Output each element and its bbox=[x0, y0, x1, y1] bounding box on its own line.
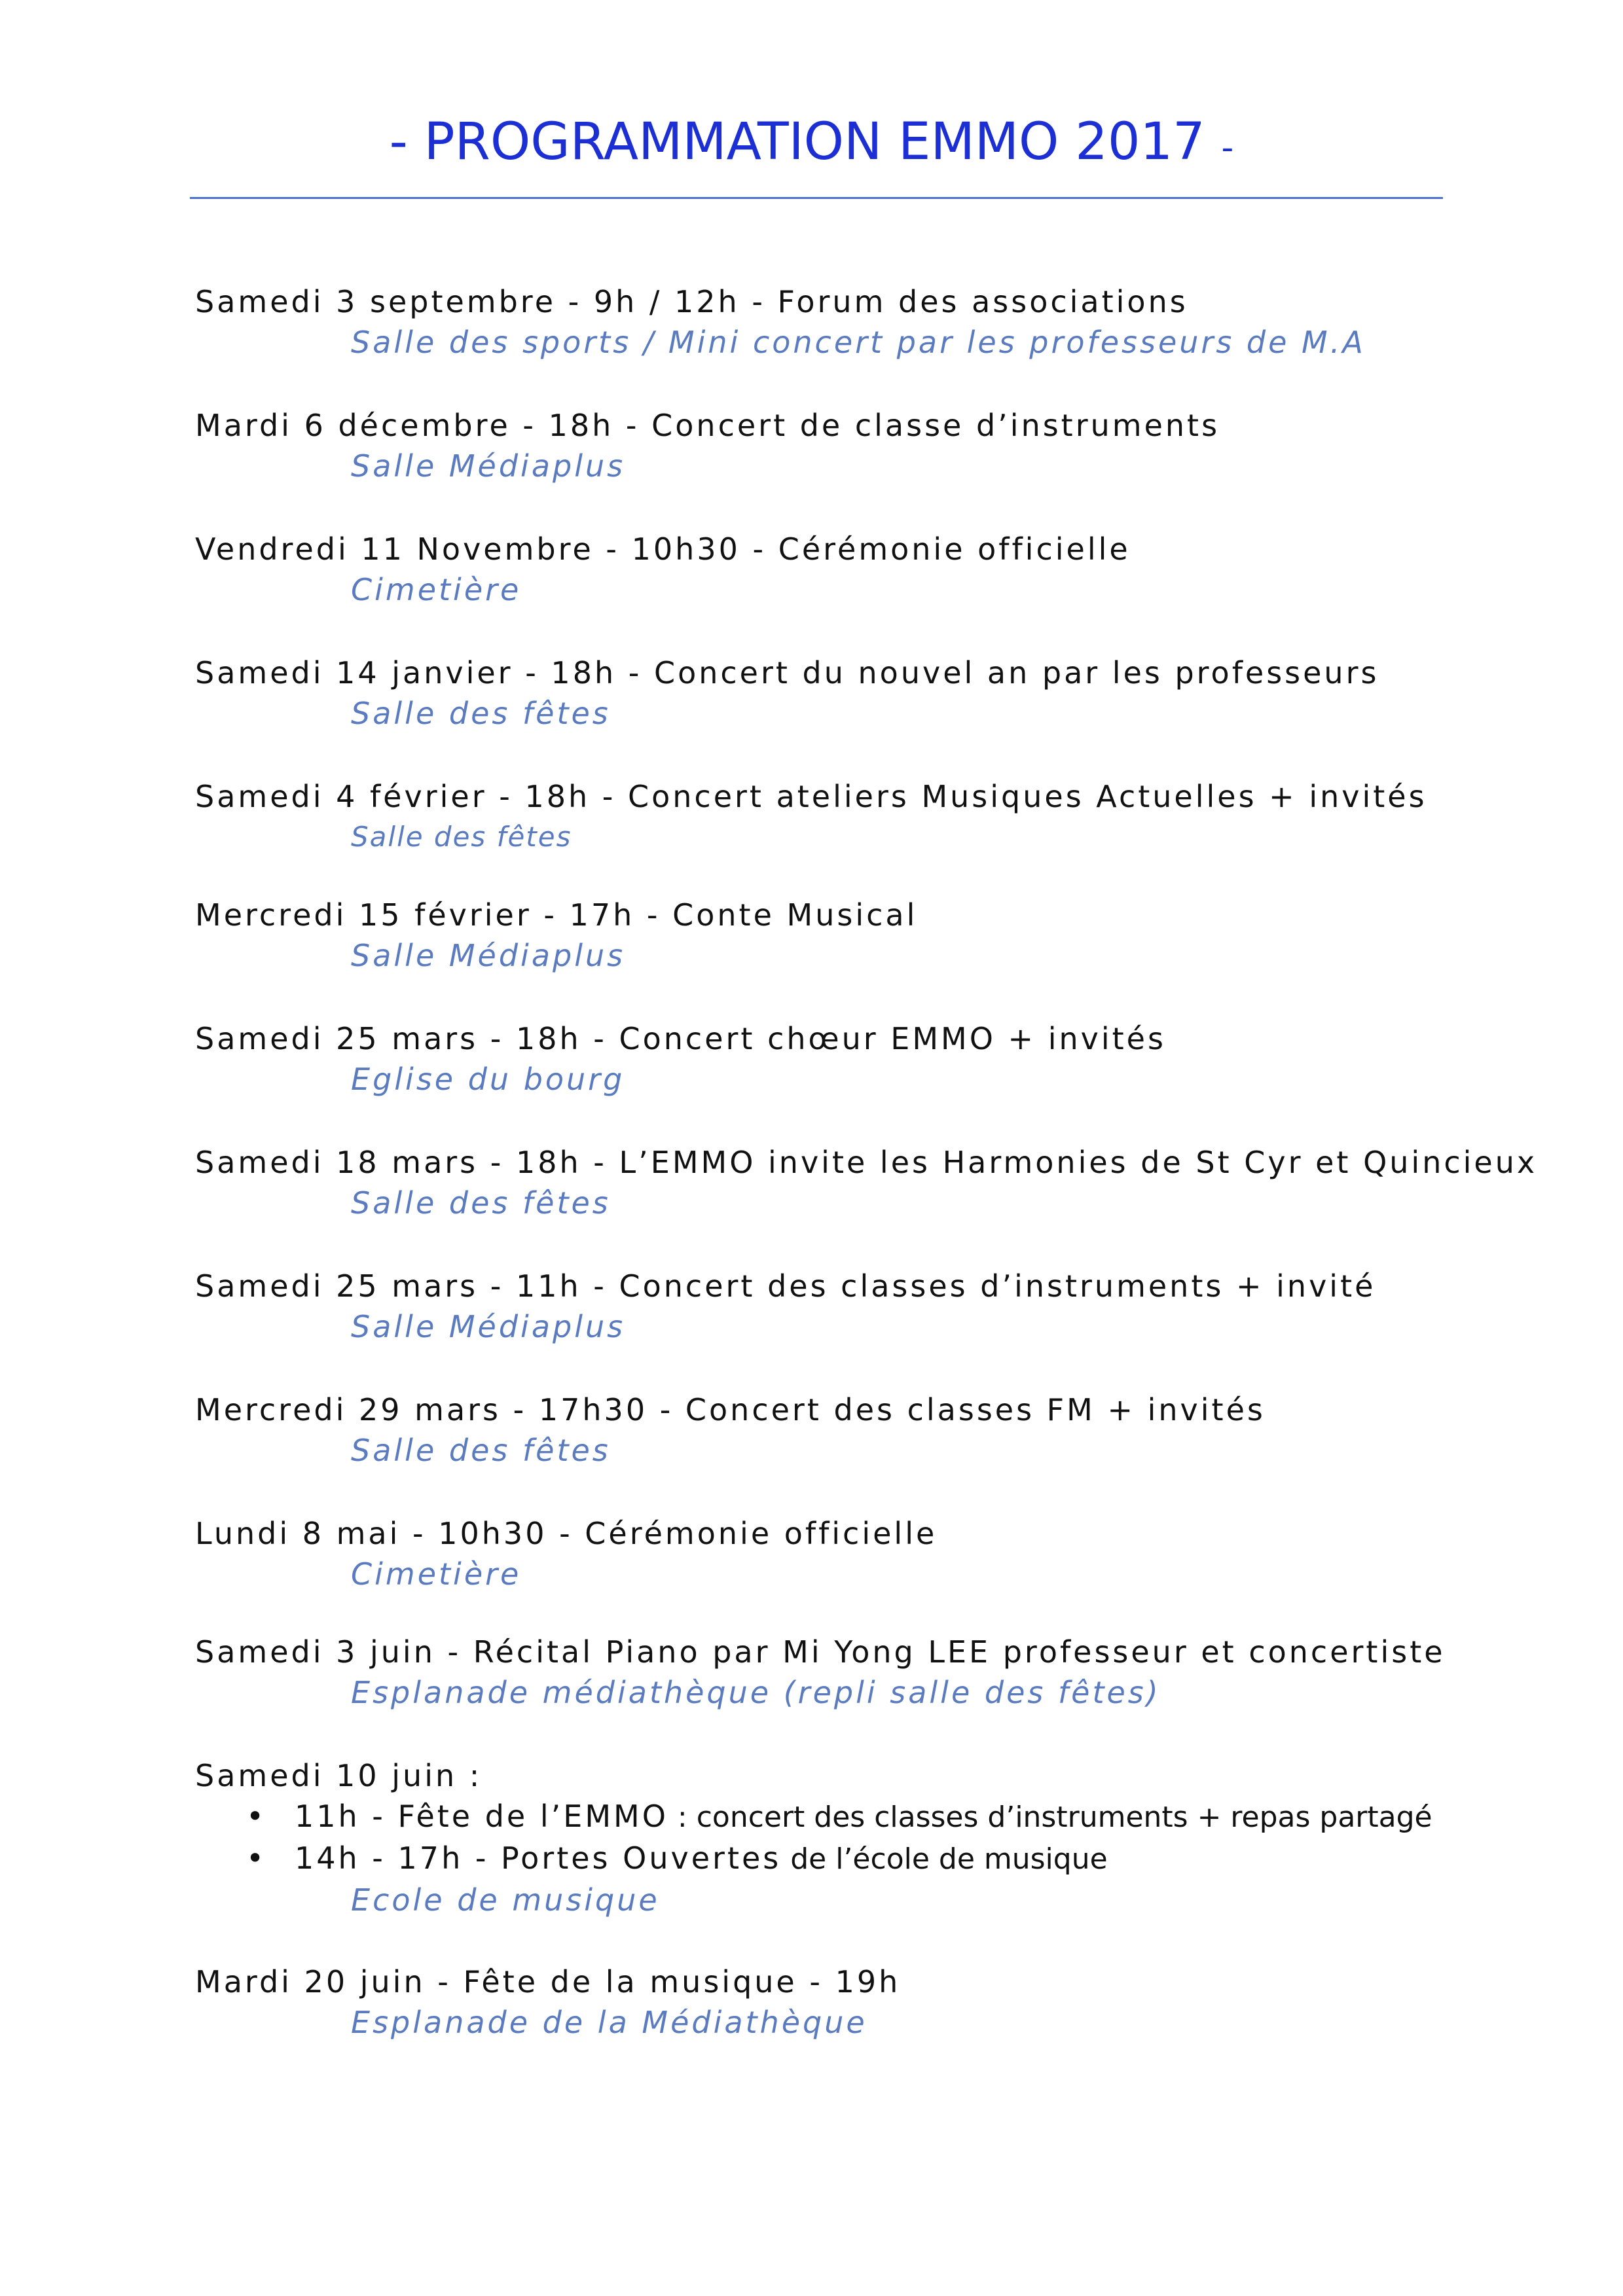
bullet-icon: • bbox=[246, 1799, 264, 1834]
event-fete-emmo bbox=[195, 1755, 1472, 1962]
event-ceremonie-mai bbox=[195, 1513, 1472, 1632]
event-title: Mercredi 29 mars - 17h30 - Concert des classes FM + invités bbox=[195, 1392, 1266, 1427]
event-venue: Cimetière bbox=[351, 572, 522, 607]
event-bullet-list bbox=[195, 1796, 1472, 1880]
event-title: Samedi 25 mars - 11h - Concert des classes d’instruments + invité bbox=[195, 1268, 1376, 1304]
title-dash-right: - bbox=[1221, 128, 1234, 168]
event-venue: Esplanade de la Médiathèque bbox=[351, 2005, 867, 2040]
bullet-icon: • bbox=[246, 1840, 264, 1876]
bullet-heading: 11h - Fête de l’EMMO bbox=[295, 1799, 668, 1834]
event-venue: Salle des fêtes bbox=[351, 1433, 611, 1468]
event-venue: Salle des sports / Mini concert par les professeurs de M.A bbox=[351, 325, 1366, 360]
event-fete-musique bbox=[195, 1962, 1472, 2085]
event-title: Samedi 25 mars - 18h - Concert chœur EMMO + invités bbox=[195, 1021, 1166, 1056]
event-ceremonie-novembre bbox=[195, 529, 1472, 653]
event-title: Samedi 10 juin : bbox=[195, 1758, 483, 1793]
event-title: Samedi 14 janvier - 18h - Concert du nouvel an par les professeurs bbox=[195, 655, 1379, 691]
event-title: Lundi 8 mai - 10h30 - Cérémonie officielle bbox=[195, 1516, 938, 1551]
event-venue: Salle des fêtes bbox=[351, 1185, 611, 1221]
event-venue: Esplanade médiathèque (repli salle des fêtes) bbox=[351, 1675, 1161, 1710]
bullet-detail: de l’école de musique bbox=[781, 1842, 1108, 1876]
event-nouvel-an bbox=[195, 653, 1472, 776]
list-item bbox=[195, 1838, 1472, 1880]
event-title: Samedi 3 juin - Récital Piano par Mi Yong LEE professeur et concertiste bbox=[195, 1634, 1446, 1670]
page-title bbox=[0, 113, 1623, 171]
event-venue: Salle des fêtes bbox=[351, 821, 572, 853]
event-title: Mardi 20 juin - Fête de la musique - 19h bbox=[195, 1964, 901, 2000]
event-venue: Salle Médiaplus bbox=[351, 1309, 626, 1344]
event-title: Mardi 6 décembre - 18h - Concert de classe d’instruments bbox=[195, 408, 1220, 443]
event-musiques-actuelles bbox=[195, 776, 1472, 895]
bullet-heading: 14h - 17h - Portes Ouvertes bbox=[295, 1840, 782, 1876]
bullet-detail: : concert des classes d’instruments + repas partagé bbox=[668, 1801, 1432, 1834]
event-venue: Salle Médiaplus bbox=[351, 938, 626, 973]
event-title: Samedi 3 septembre - 9h / 12h - Forum des associations bbox=[195, 284, 1188, 319]
event-recital-piano bbox=[195, 1632, 1472, 1755]
event-choeur bbox=[195, 1018, 1472, 1142]
event-classes-fm bbox=[195, 1390, 1472, 1513]
event-concert-decembre bbox=[195, 405, 1472, 529]
event-title: Samedi 4 février - 18h - Concert ateliers Musiques Actuelles + invités bbox=[195, 779, 1427, 814]
event-harmonies bbox=[195, 1142, 1538, 1266]
event-forum bbox=[195, 281, 1472, 405]
event-venue: Ecole de musique bbox=[351, 1882, 660, 1918]
title-text: PROGRAMMATION EMMO 2017 bbox=[424, 113, 1205, 171]
event-conte-musical bbox=[195, 895, 1472, 1018]
list-item bbox=[195, 1796, 1472, 1838]
event-venue: Eglise du bourg bbox=[351, 1062, 625, 1097]
event-venue: Salle Médiaplus bbox=[351, 448, 626, 484]
event-classes-instruments bbox=[195, 1266, 1472, 1390]
title-underline bbox=[190, 197, 1443, 199]
event-venue: Cimetière bbox=[351, 1556, 522, 1592]
event-venue: Salle des fêtes bbox=[351, 696, 611, 731]
event-title: Samedi 18 mars - 18h - L’EMMO invite les Harmonies de St Cyr et Quincieux bbox=[195, 1145, 1538, 1180]
event-list bbox=[195, 281, 1538, 2085]
event-title: Mercredi 15 février - 17h - Conte Musical bbox=[195, 897, 918, 933]
title-dash-left: - bbox=[389, 113, 408, 171]
event-title: Vendredi 11 Novembre - 10h30 - Cérémonie officielle bbox=[195, 531, 1131, 567]
